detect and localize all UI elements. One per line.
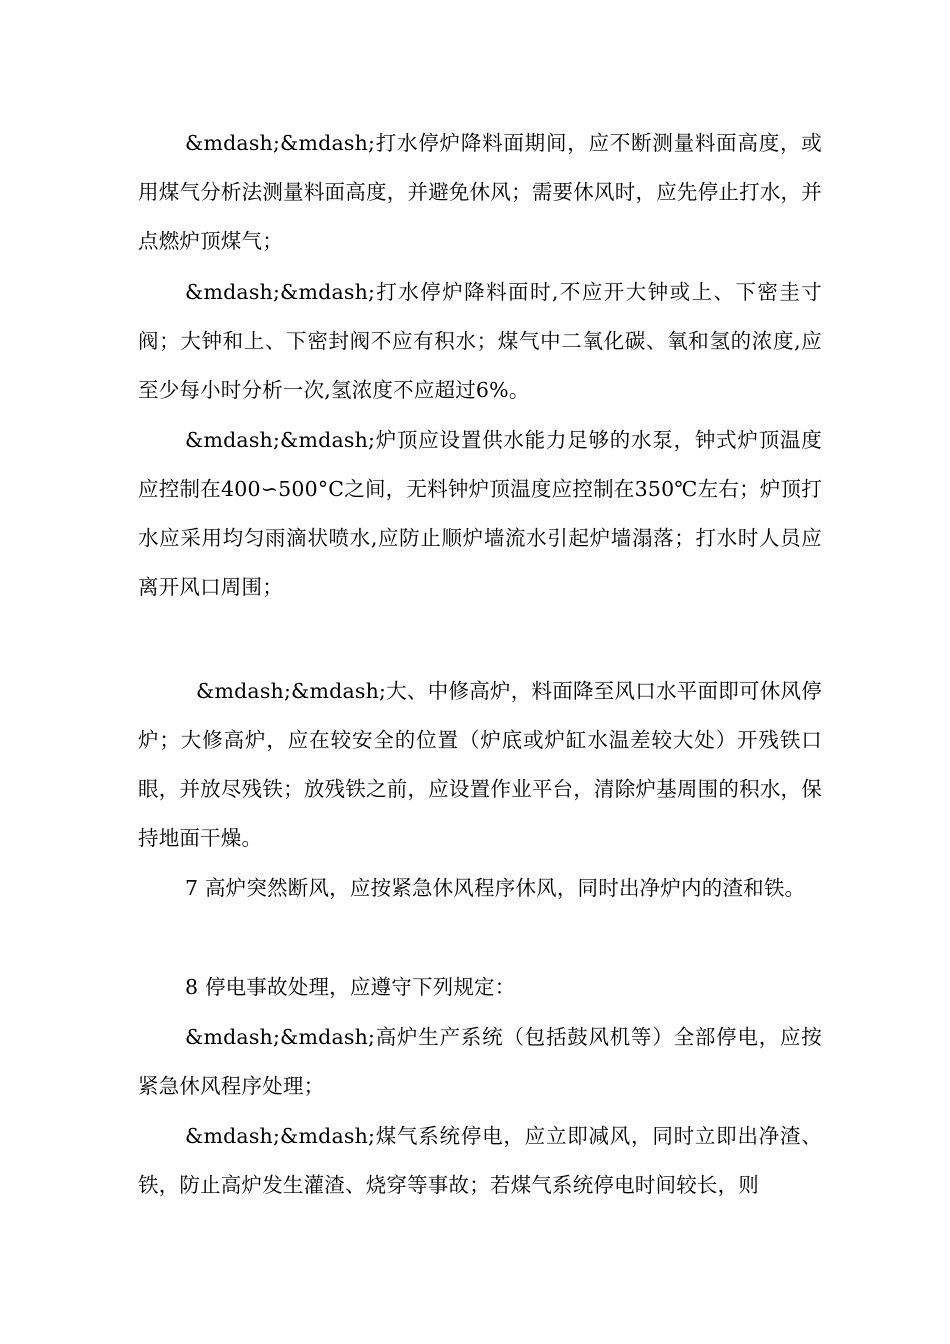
paragraph-top-temperature-control: &mdash;&mdash;炉顶应设置供水能力足够的水泵，钟式炉顶温度应控制在400∽500°C之间，无料钟炉顶温度应控制在350℃左右；炉顶打水应采用均匀雨滴状喷水,应防止顺炉墙流水引起炉墙溻落；打水时人员应离开风口周围； xyxy=(138,428,822,599)
paragraph-gas-system-outage: &mdash;&mdash;煤气系统停电，应立即减风，同时立即出净渣、铁，防止高炉发生灌渣、烧穿等事故；若煤气系统停电时间较长，则 xyxy=(138,1124,822,1197)
paragraph-furnace-stop-water-spray: &mdash;&mdash;打水停炉降料面期间，应不断测量料面高度，或用煤气分析法测量料面高度，并避免休风；需要休风时，应先停止打水，并点燃炉顶煤气； xyxy=(138,131,822,253)
paragraph-overhaul-residual-iron: &mdash;&mdash;大、中修高炉，料面降至风口水平面即可休风停炉；大修高炉，应在较安全的位置（炉底或炉缸水温差较大处）开残铁口眼，并放尽残铁；放残铁之前，应设置作业平台，清除炉基周围的积水，保持地面干燥。 xyxy=(138,679,822,850)
paragraph-item-8-power-failure: 8 停电事故处理，应遵守下列规定： xyxy=(185,975,516,999)
paragraph-item-7-sudden-blast-loss: 7 高炉突然断风，应按紧急休风程序休风，同时出净炉内的渣和铁。 xyxy=(185,876,806,900)
paragraph-full-power-outage: &mdash;&mdash;高炉生产系统（包括鼓风机等）全部停电，应按紧急休风程序处理； xyxy=(138,1025,822,1098)
paragraph-valve-and-gas-analysis: &mdash;&mdash;打水停炉降料面时,不应开大钟或上、下密圭寸阀；大钟和上、下密封阀不应有积水；煤气中二氧化碳、氧和氢的浓度,应至少每小时分析一次,氢浓度不应超过6%。 xyxy=(138,280,822,402)
